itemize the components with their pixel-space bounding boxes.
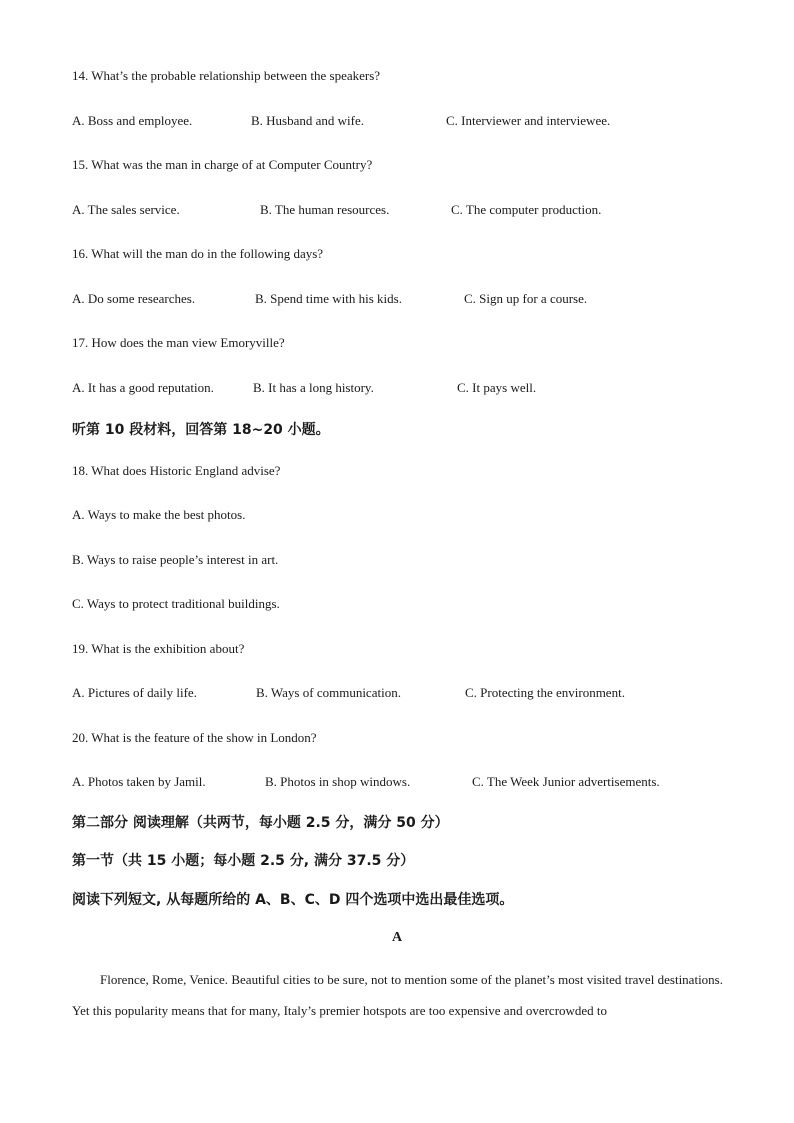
passage-paragraph: Florence, Rome, Venice. Beautiful cities to be sure, not to mention some of the planet’s most visited travel destinations. Yet this popularity means that for many, Italy’s premier hotspots are too expensive and overcrowded to: [72, 972, 723, 1018]
passage-letter: A: [391, 930, 403, 945]
question-17-option-b: B. It has a long history.: [253, 380, 374, 395]
question-19-option-b: B. Ways of communication.: [256, 685, 401, 700]
question-16-stem: 16. What will the man do in the following days?: [72, 246, 324, 261]
question-15-option-c: C. The computer production.: [451, 202, 602, 217]
question-14-option-a: A. Boss and employee.: [72, 113, 193, 128]
question-18-option-c: C. Ways to protect traditional buildings.: [72, 596, 280, 611]
question-19-option-a: A. Pictures of daily life.: [72, 685, 197, 700]
question-17-option-a: A. It has a good reputation.: [72, 380, 214, 395]
question-15-option-a: A. The sales service.: [72, 202, 180, 217]
question-18-option-b: B. Ways to raise people’s interest in art.: [72, 552, 279, 567]
question-20-option-b: B. Photos in shop windows.: [265, 774, 411, 789]
question-15-stem: 15. What was the man in charge of at Computer Country?: [72, 157, 373, 172]
question-19-option-c: C. Protecting the environment.: [465, 685, 625, 700]
question-19-stem: 19. What is the exhibition about?: [72, 641, 245, 656]
question-14-stem: 14. What’s the probable relationship between the speakers?: [72, 68, 381, 83]
section-1-header: 第一节（共 15 小题；每小题 2.5 分, 满分 37.5 分）: [72, 853, 415, 869]
part-2-header: 第二部分 阅读理解（共两节，每小题 2.5 分，满分 50 分）: [72, 815, 449, 831]
question-17-option-c: C. It pays well.: [457, 380, 537, 395]
question-14-option-b: B. Husband and wife.: [251, 113, 365, 128]
question-20-option-c: C. The Week Junior advertisements.: [472, 774, 660, 789]
section-10-header: 听第 10 段材料，回答第 18~20 小题。: [72, 422, 330, 438]
question-20-option-a: A. Photos taken by Jamil.: [72, 774, 206, 789]
question-17-stem: 17. How does the man view Emoryville?: [72, 335, 285, 350]
reading-instruction: 阅读下列短文, 从每题所给的 A、B、C、D 四个选项中选出最佳选项。: [72, 892, 514, 908]
question-16-option-c: C. Sign up for a course.: [464, 291, 588, 306]
question-16-option-b: B. Spend time with his kids.: [255, 291, 402, 306]
question-16-option-a: A. Do some researches.: [72, 291, 196, 306]
question-20-stem: 20. What is the feature of the show in London?: [72, 730, 317, 745]
question-14-option-c: C. Interviewer and interviewee.: [446, 113, 611, 128]
question-15-option-b: B. The human resources.: [260, 202, 390, 217]
question-18-option-a: A. Ways to make the best photos.: [72, 507, 246, 522]
question-18-stem: 18. What does Historic England advise?: [72, 463, 281, 478]
